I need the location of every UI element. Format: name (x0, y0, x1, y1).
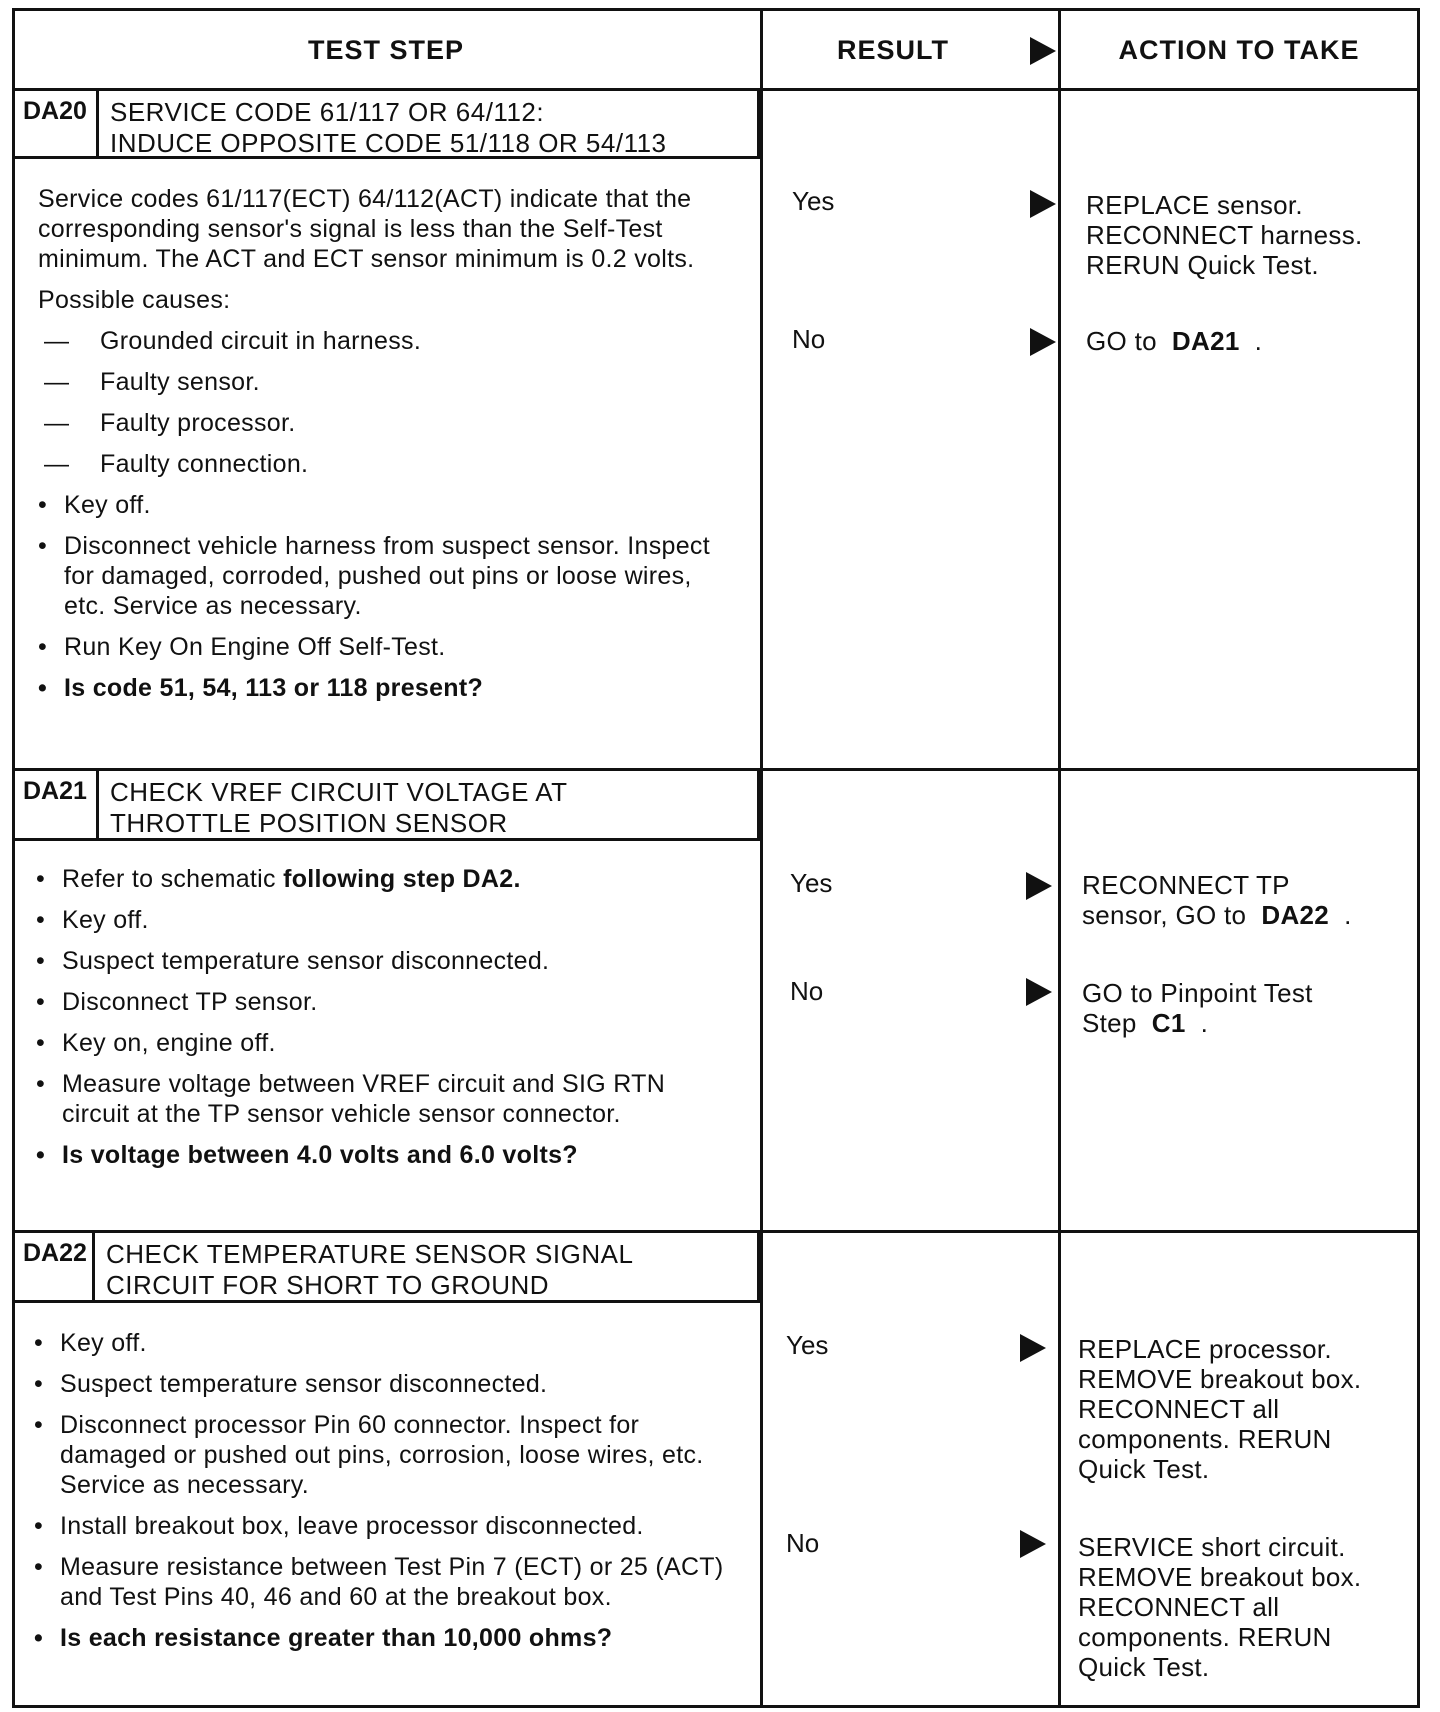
step-title (92, 1233, 760, 1303)
list-item: • Key off. (34, 1328, 734, 1358)
step-intro: Service codes 61/117(ECT) 64/112(ACT) indicate that the corresponding sensor's signal is less than the Self-Test minimum. The ACT and ECT sensor minimum is 0.2 volts. (38, 185, 695, 273)
action-line: Quick Test. (1078, 1652, 1210, 1682)
action-text (1082, 870, 1416, 930)
step-title-line: CIRCUIT FOR SHORT TO GROUND (106, 1270, 550, 1300)
step-id: DA20 (15, 91, 99, 159)
action-line: REPLACE sensor. (1086, 190, 1303, 220)
step-title-line: THROTTLE POSITION SENSOR (110, 808, 508, 838)
result-yes: Yes (790, 868, 833, 898)
step-question: • Is each resistance greater than 10,000 ohms? (34, 1623, 734, 1653)
step-body (38, 184, 718, 714)
result-yes: Yes (792, 186, 835, 216)
arrow-right-icon (1026, 978, 1052, 1006)
header-result: RESULT (837, 34, 949, 65)
list-item: — Faulty sensor. (44, 367, 718, 397)
step-title-line: CHECK TEMPERATURE SENSOR SIGNAL (106, 1239, 634, 1269)
list-item: — Faulty connection. (44, 449, 718, 479)
step-id: DA21 (15, 771, 99, 841)
action-line: RECONNECT harness. (1086, 220, 1363, 250)
arrow-right-icon (1030, 37, 1056, 65)
action-line: REMOVE breakout box. (1078, 1364, 1362, 1394)
step-id: DA22 (15, 1233, 95, 1303)
action-suffix: . (1200, 1008, 1209, 1038)
result-no: No (790, 976, 824, 1006)
action-line: SERVICE short circuit. (1078, 1532, 1346, 1562)
list-item: • Measure voltage between VREF circuit and SIG RTN circuit at the TP sensor vehicle sensor connector. (36, 1069, 726, 1129)
step-reference-link[interactable]: DA21 (1171, 326, 1240, 356)
step-question: • Is voltage between 4.0 volts and 6.0 volts? (36, 1140, 726, 1170)
action-text (1082, 978, 1416, 1038)
list-item (36, 864, 726, 894)
action-text (1086, 326, 1416, 356)
list-item: — Grounded circuit in harness. (44, 326, 718, 356)
arrow-right-icon (1026, 872, 1052, 900)
list-item: — Faulty processor. (44, 408, 718, 438)
step-reference-link[interactable]: DA22 (1261, 900, 1330, 930)
action-line: GO to Pinpoint Test (1082, 978, 1313, 1008)
list-item: • Disconnect vehicle harness from suspect sensor. Inspect for damaged, corroded, pushed out pins or loose wires, etc. Service as necessary. (38, 531, 718, 621)
list-item: • Run Key On Engine Off Self-Test. (38, 632, 718, 662)
action-prefix: GO to (1086, 326, 1157, 356)
list-item: • Suspect temperature sensor disconnected. (36, 946, 726, 976)
list-item-text: Refer to schematic (62, 865, 276, 893)
action-prefix: Step (1082, 1008, 1137, 1038)
action-line (1082, 900, 1416, 930)
action-line: RECONNECT all (1078, 1394, 1280, 1424)
action-suffix: . (1344, 900, 1352, 930)
header-test-step: TEST STEP (307, 34, 465, 65)
action-line: components. RERUN (1078, 1622, 1332, 1652)
step-reference-link[interactable]: C1 (1151, 1008, 1186, 1038)
action-line: Quick Test. (1078, 1454, 1210, 1484)
arrow-right-icon (1020, 1530, 1046, 1558)
action-line: REPLACE processor. (1078, 1334, 1332, 1364)
action-line: RECONNECT TP (1082, 870, 1290, 900)
action-line: RERUN Quick Test. (1086, 250, 1319, 280)
causes-label: Possible causes: (38, 286, 231, 314)
list-item: • Key off. (38, 490, 718, 520)
action-line: components. RERUN (1078, 1424, 1332, 1454)
action-text (1086, 190, 1416, 280)
step-title-line: INDUCE OPPOSITE CODE 51/118 OR 54/113 (110, 128, 667, 158)
list-item: • Measure resistance between Test Pin 7 (ECT) or 25 (ACT) and Test Pins 40, 46 and 60 at the breakout box. (34, 1552, 734, 1612)
list-item: • Install breakout box, leave processor disconnected. (34, 1511, 734, 1541)
arrow-right-icon (1020, 1334, 1046, 1362)
step-title (96, 771, 760, 841)
arrow-right-icon (1030, 328, 1056, 356)
action-suffix: . (1254, 326, 1263, 356)
action-text (1078, 1334, 1416, 1484)
list-item: • Key off. (36, 905, 726, 935)
action-line (1082, 1008, 1416, 1038)
list-item: • Disconnect TP sensor. (36, 987, 726, 1017)
action-text (1078, 1532, 1416, 1682)
column-divider-action (1058, 8, 1061, 1708)
list-item: • Key on, engine off. (36, 1028, 726, 1058)
list-item: • Disconnect processor Pin 60 connector. Inspect for damaged or pushed out pins, corrosion, loose wires, etc. Service as necessary. (34, 1410, 734, 1500)
result-no: No (786, 1528, 820, 1558)
result-yes: Yes (786, 1330, 829, 1360)
result-no: No (792, 324, 826, 354)
step-question: • Is code 51, 54, 113 or 118 present? (38, 673, 718, 703)
action-line: RECONNECT all (1078, 1592, 1280, 1622)
action-line: REMOVE breakout box. (1078, 1562, 1362, 1592)
step-body (36, 864, 726, 1181)
list-item-emphasis: following step DA2. (283, 865, 521, 893)
spacer (15, 156, 23, 162)
action-prefix: sensor, GO to (1082, 900, 1247, 930)
step-title (96, 91, 760, 159)
step-title-line: SERVICE CODE 61/117 OR 64/112: (110, 97, 545, 127)
step-body (34, 1328, 734, 1664)
column-divider-result (760, 8, 763, 1708)
list-item: • Suspect temperature sensor disconnected. (34, 1369, 734, 1399)
arrow-right-icon (1030, 190, 1056, 218)
header-action: ACTION TO TAKE (1118, 34, 1360, 65)
step-title-line: CHECK VREF CIRCUIT VOLTAGE AT (110, 777, 568, 807)
